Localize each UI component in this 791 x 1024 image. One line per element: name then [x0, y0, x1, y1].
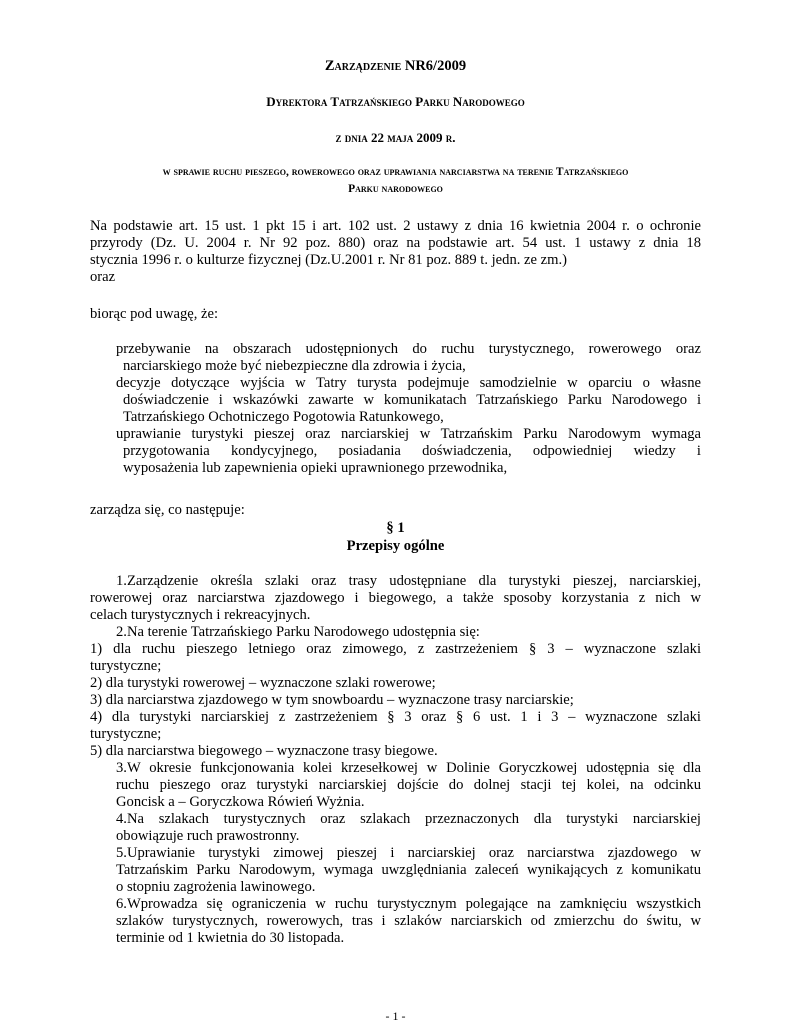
paragraph-line: 6.Wprowadza się ograniczenia w ruchu turystycznym polegające na zamknięciu wszystkich [116, 896, 701, 912]
consideration-line: Tatrzańskiego Ochotniczego Pogotowia Ratunkowego, [123, 409, 444, 425]
document-issuer: Dyrektora Tatrzańskiego Parku Narodowego [266, 94, 525, 109]
preamble-line: oraz [90, 269, 116, 285]
list-line: turystyczne; [90, 658, 162, 674]
document-date: z dnia 22 maja 2009 r. [335, 130, 456, 145]
document-subject [90, 164, 701, 198]
consideration-line: uprawianie turystyki pieszej oraz narciarskiej w Tatrzańskim Parku Narodowym wymaga [116, 426, 701, 442]
consideration-item [116, 375, 701, 426]
paragraph-line: ruchu pieszego oraz turystyki narciarskiej dojście do dolnej stacji tej kolei, na odcinku [116, 777, 701, 793]
considerations-list [116, 341, 701, 477]
consideration-line: doświadczenie i wskazówki zawarte w komunikatach Tatrzańskiego Parku Narodowego i [123, 392, 701, 408]
allowed-list [90, 641, 701, 760]
list-item: 2) dla turystyki rowerowej – wyznaczone szlaki rowerowe; [90, 675, 436, 691]
list-line: 1) dla ruchu pieszego letniego oraz zimowego, z zastrzeżeniem § 3 – wyznaczone szlaki [90, 641, 701, 657]
consideration-item [116, 341, 701, 375]
preamble-line: przyrody (Dz. U. 2004 r. Nr 92 poz. 880) oraz na podstawie art. 54 ust. 1 ustawy z dnia 18 [90, 235, 701, 251]
paragraph-line: 3.W okresie funkcjonowania kolei krzesełkowej w Dolinie Goryczkowej udostępnia się dla [116, 760, 701, 776]
page-number: - 1 - [385, 1009, 406, 1023]
paragraph-4 [90, 811, 701, 845]
orders-intro: zarządza się, co następuje: [90, 502, 245, 518]
list-item: 5) dla narciarstwa biegowego – wyznaczone trasy biegowe. [90, 743, 438, 759]
paragraph-6 [90, 896, 701, 947]
consideration-line: narciarskiego może być niebezpieczne dla zdrowia i życia, [123, 358, 466, 374]
subject-line: w sprawie ruchu pieszego, rowerowego oraz uprawiania narciarstwa na terenie Tatrzańskiego [162, 166, 629, 178]
considering-intro: biorąc pod uwagę, że: [90, 306, 219, 322]
section-title: Przepisy ogólne [346, 538, 445, 554]
consideration-line: decyzje dotyczące wyjścia w Tatry turysta podejmuje samodzielnie w oparciu o własne [116, 375, 701, 391]
paragraph-line: rowerowej oraz narciarstwa zjazdowego i biegowego, a także sposoby korzystania z nich w [90, 590, 701, 606]
paragraph-line: Tatrzańskim Parku Narodowym, wymaga uwzględniania zaleceń wynikających z komunikatu [116, 862, 701, 878]
paragraph-line: 1.Zarządzenie określa szlaki oraz trasy udostępniane dla turystyki pieszej, narciarskiej, [116, 573, 701, 589]
consideration-item [116, 426, 701, 477]
list-item [90, 709, 701, 743]
paragraph-line: 5.Uprawianie turystyki zimowej pieszej i narciarskiej oraz narciarstwa zjazdowego w [116, 845, 701, 861]
paragraph-line: 4.Na szlakach turystycznych oraz szlakach przeznaczonych dla turystyki narciarskiej [116, 811, 701, 827]
paragraph-line: szlaków turystycznych, rowerowych, tras i szlaków narciarskich od zmierzchu do świtu, w [116, 913, 701, 929]
consideration-line: przygotowania kondycyjnego, posiadania doświadczenia, odpowiedniej wiedzy i [123, 443, 701, 459]
section-number: § 1 [386, 520, 405, 536]
paragraph-5 [90, 845, 701, 896]
list-item: 3) dla narciarstwa zjazdowego w tym snowboardu – wyznaczone trasy narciarskie; [90, 692, 574, 708]
preamble-line: Na podstawie art. 15 ust. 1 pkt 15 i art. 102 ust. 2 ustawy z dnia 16 kwietnia 2004 r. o ochronie [90, 218, 701, 234]
preamble-line: stycznia 1996 r. o kulturze fizycznej (Dz.U.2001 r. Nr 81 poz. 889 t. jedn. ze zm.) [90, 252, 567, 268]
paragraph-line: o stopniu zagrożenia lawinowego. [116, 879, 316, 895]
consideration-line: wyposażenia lub zapewnienia opieki uprawnionego przewodnika, [123, 460, 508, 476]
list-line: turystyczne; [90, 726, 162, 742]
consideration-line: przebywanie na obszarach udostępnionych do ruchu turystycznego, rowerowego oraz [116, 341, 701, 357]
document-title: Zarządzenie NR6/2009 [324, 58, 467, 74]
paragraph-2: 2.Na terenie Tatrzańskiego Parku Narodowego udostępnia się: [116, 624, 480, 640]
paragraph-line: Goncisk a – Goryczkowa Rówień Wyżnia. [116, 794, 365, 810]
paragraph-line: obowiązuje ruch prawostronny. [116, 828, 300, 844]
paragraph-line: terminie od 1 kwietnia do 30 listopada. [116, 930, 345, 946]
paragraph-3 [90, 760, 701, 811]
subject-line: Parku narodowego [348, 183, 443, 195]
preamble [90, 218, 701, 286]
list-item [90, 641, 701, 675]
list-line: 4) dla turystyki narciarskiej z zastrzeżeniem § 3 oraz § 6 ust. 1 i 3 – wyznaczone szlaki [90, 709, 701, 725]
paragraph-line: celach turystycznych i rekreacyjnych. [90, 607, 311, 623]
section-body [90, 573, 701, 947]
paragraph-1 [90, 573, 701, 624]
